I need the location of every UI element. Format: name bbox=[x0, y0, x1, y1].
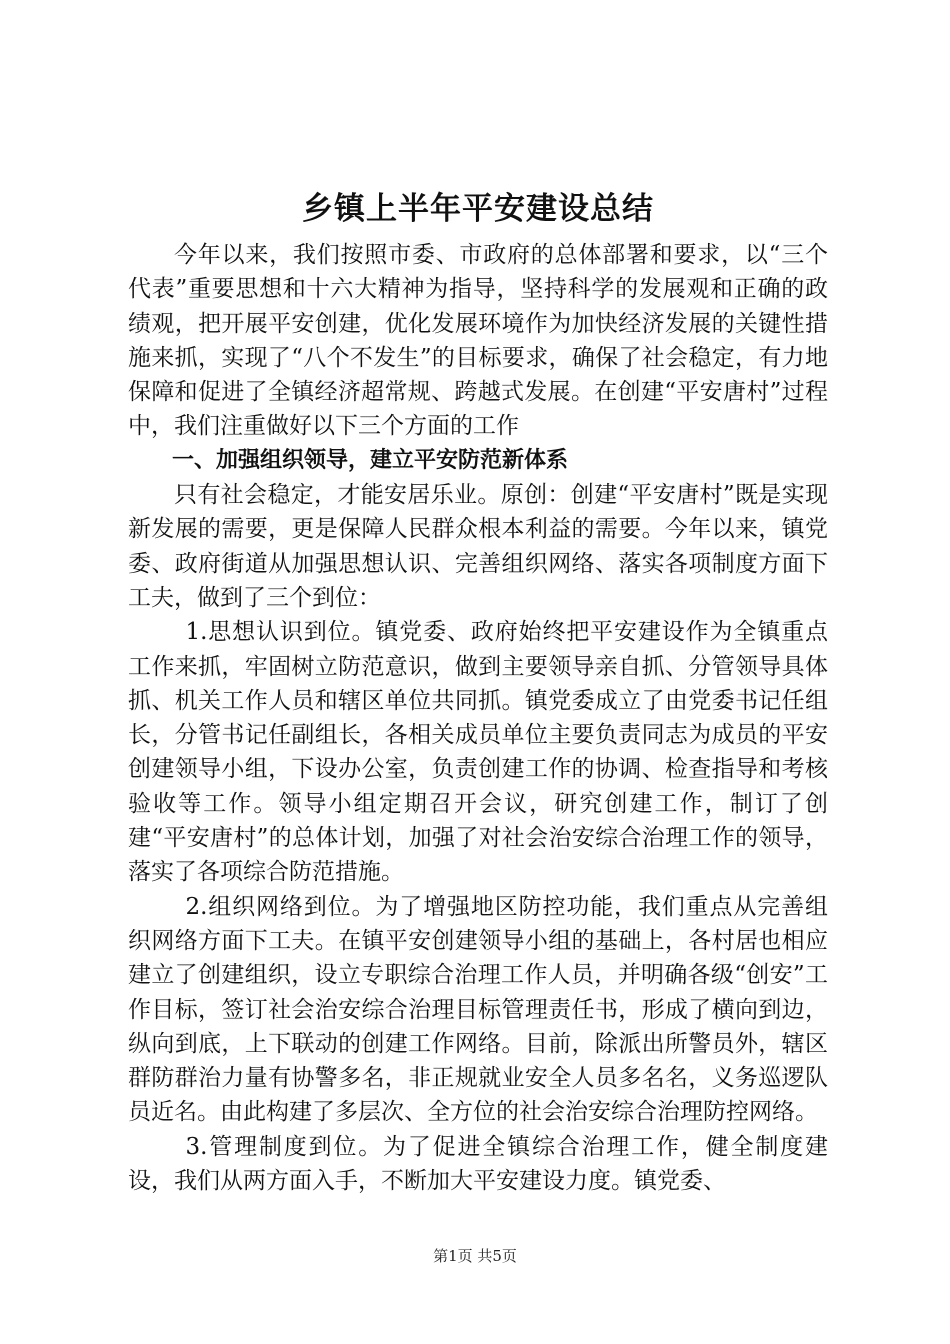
numbered-paragraph-3: 3.管理制度到位。为了促进全镇综合治理工作，健全制度建设，我们从两方面入手，不断加大平安建设力度。镇党委、 bbox=[128, 1133, 828, 1195]
document-title: 乡镇上半年平安建设总结 bbox=[302, 191, 654, 227]
body-paragraph: 只有社会稳定，才能安居乐业。原创：创建“平安唐村”既是实现新发展的需要，更是保障人民群众根本利益的需要。今年以来，镇党委、政府街道从加强思想认识、完善组织网络、落实各项制度方面下工夫，做到了三个到位： bbox=[128, 482, 828, 611]
document-page bbox=[128, 180, 828, 1198]
page-footer: 第1页 共5页 bbox=[433, 1247, 517, 1265]
intro-paragraph: 今年以来，我们按照市委、市政府的总体部署和要求，以“三个代表”重要思想和十六大精神为指导，坚持科学的发展观和正确的政绩观，把开展平安创建，优化发展环境作为加快经济发展的关键性措施来抓，实现了“八个不发生”的目标要求，确保了社会稳定，有力地保障和促进了全镇经济超常规、跨越式发展。在创建“平安唐村”过程中，我们注重做好以下三个方面的工作 bbox=[128, 242, 828, 440]
section-heading: 一、加强组织领导，建立平安防范新体系 bbox=[172, 447, 569, 473]
numbered-paragraph-1: 1.思想认识到位。镇党委、政府始终把平安建设作为全镇重点工作来抓，牢固树立防范意识，做到主要领导亲自抓、分管领导具体抓、机关工作人员和辖区单位共同抓。镇党委成立了由党委书记任组长，分管书记任副组长，各相关成员单位主要负责同志为成员的平安创建领导小组，下设办公室，负责创建工作的协调、检查指导和考核验收等工作。领导小组定期召开会议，研究创建工作，制订了创建“平安唐村”的总体计划，加强了对社会治安综合治理工作的领导，落实了各项综合防范措施。 bbox=[128, 619, 828, 886]
numbered-paragraph-2: 2.组织网络到位。为了增强地区防控功能，我们重点从完善组织网络方面下工夫。在镇平安创建领导小组的基础上，各村居也相应建立了创建组织，设立专职综合治理工作人员，并明确各级“创安”工作目标，签订社会治安综合治理目标管理责任书，形成了横向到边，纵向到底，上下联动的创建工作网络。目前，除派出所警员外，辖区群防群治力量有协警多名，非正规就业安全人员多名名，义务巡逻队员近名。由此构建了多层次、全方位的社会治安综合治理防控网络。 bbox=[128, 893, 828, 1126]
